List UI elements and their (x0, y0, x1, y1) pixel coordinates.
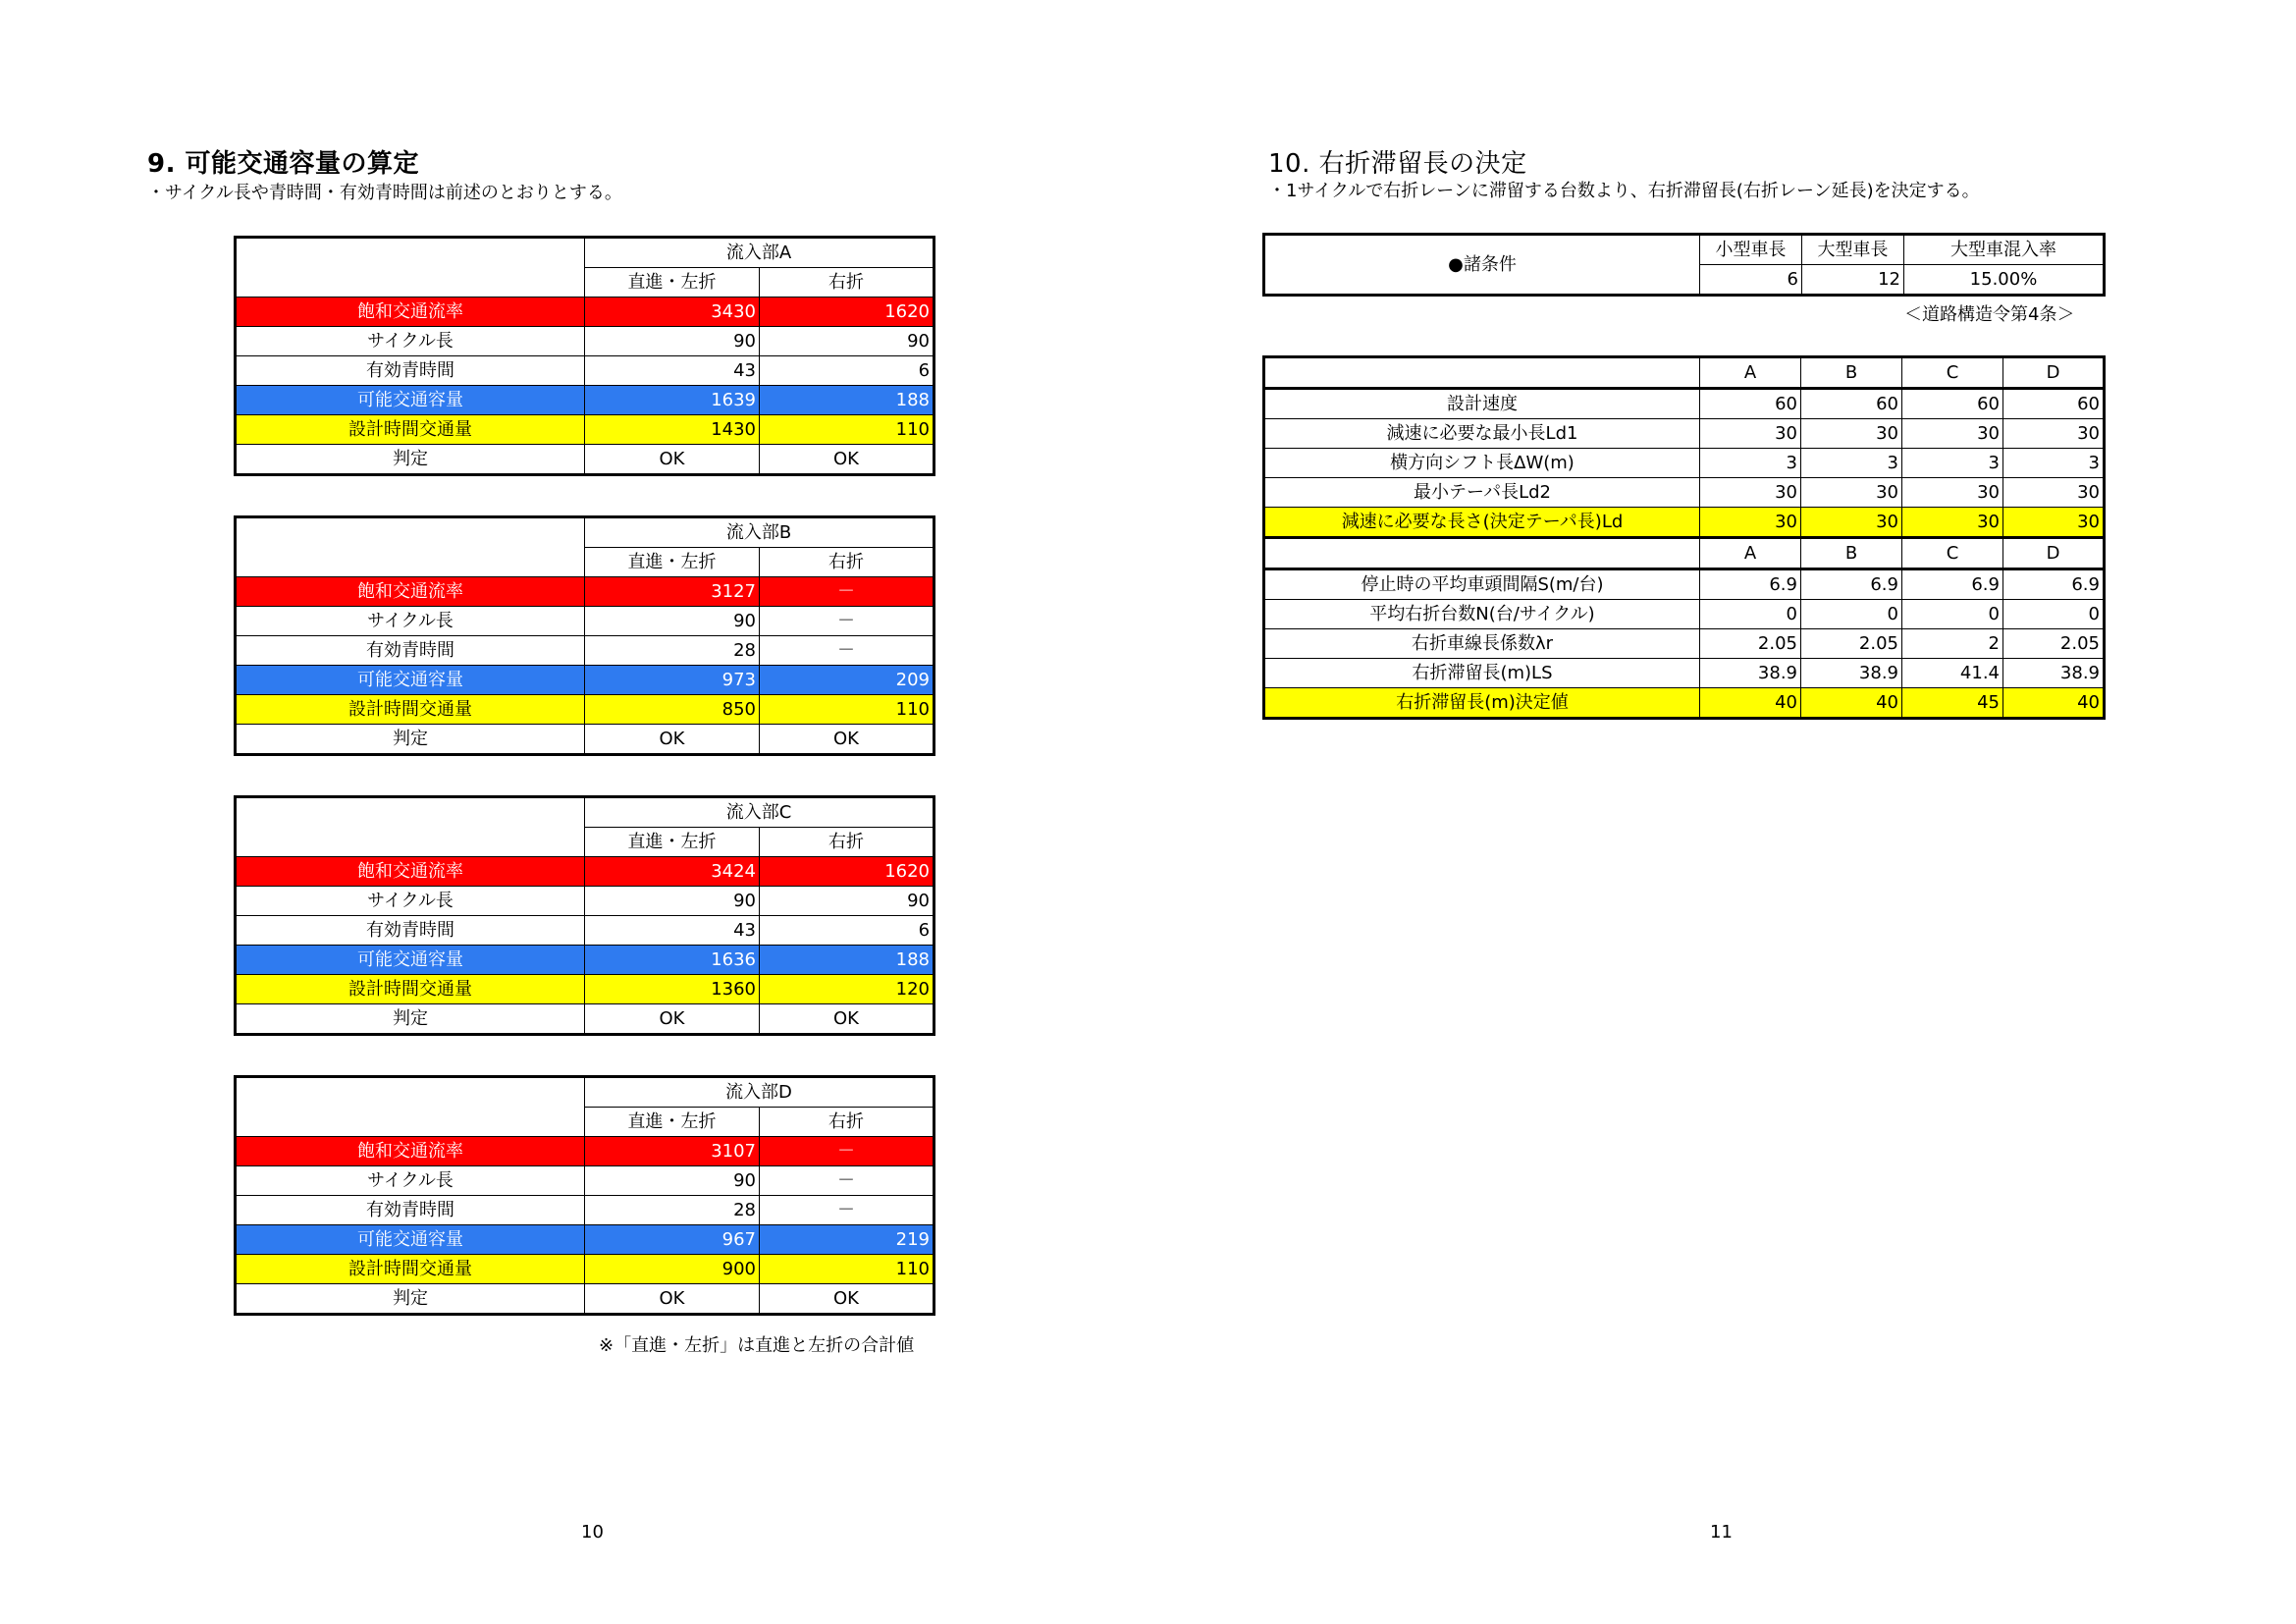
straight-value: OK (585, 1004, 760, 1035)
row-label: 判定 (236, 1004, 585, 1035)
row-label: サイクル長 (236, 327, 585, 356)
row-label: 判定 (236, 1284, 585, 1315)
value-b: 38.9 (1801, 659, 1902, 688)
column-header-row (1264, 357, 2105, 389)
value-b: 6.9 (1801, 569, 1902, 600)
straight-value: 1639 (585, 386, 760, 415)
section-9-subtext: ・サイクル長や青時間・有効青時間は前述のとおりとする。 (147, 183, 622, 203)
straight-value: 967 (585, 1225, 760, 1255)
row-label: サイクル長 (236, 607, 585, 636)
table-header-row (236, 238, 934, 268)
value-d: 30 (2003, 508, 2105, 538)
table-row (236, 577, 934, 607)
right-value: 209 (760, 666, 934, 695)
col-straight-header: 直進・左折 (585, 828, 760, 857)
row-label: 横方向シフト長ΔW(m) (1264, 449, 1700, 478)
page-number: 11 (1710, 1522, 1733, 1543)
straight-value: 90 (585, 1166, 760, 1196)
straight-value: OK (585, 725, 760, 755)
large-vehicle-ratio-header: 大型車混入率 (1904, 235, 2105, 265)
straight-value: 90 (585, 607, 760, 636)
right-value: 110 (760, 695, 934, 725)
straight-value: 43 (585, 356, 760, 386)
row-label: サイクル長 (236, 1166, 585, 1196)
col-d-header: D (2003, 538, 2105, 569)
value-b: 3 (1801, 449, 1902, 478)
conditions-table (1262, 233, 2106, 297)
flow-table-c (234, 795, 935, 1036)
row-label: 有効青時間 (236, 636, 585, 666)
table-row (236, 356, 934, 386)
value-d: 30 (2003, 419, 2105, 449)
straight-value: 3107 (585, 1137, 760, 1166)
value-c: 41.4 (1902, 659, 2003, 688)
right-turn-length-table (1262, 355, 2106, 720)
value-c: 0 (1902, 600, 2003, 629)
right-value: OK (760, 445, 934, 475)
row-label: 有効青時間 (236, 916, 585, 946)
table-row (1264, 419, 2105, 449)
value-c: 30 (1902, 478, 2003, 508)
row-label: 設計時間交通量 (236, 415, 585, 445)
table-row (1264, 688, 2105, 719)
table-row (1264, 508, 2105, 538)
value-d: 38.9 (2003, 659, 2105, 688)
value-a: 40 (1700, 688, 1801, 719)
row-label: 可能交通容量 (236, 386, 585, 415)
table-header-row (236, 1077, 934, 1108)
table-row (1264, 569, 2105, 600)
table-row (1264, 478, 2105, 508)
row-label: 設計時間交通量 (236, 695, 585, 725)
table-row (1264, 600, 2105, 629)
value-a: 60 (1700, 389, 1801, 419)
row-label: 停止時の平均車頭間隔S(m/台) (1264, 569, 1700, 600)
value-c: 30 (1902, 508, 2003, 538)
page-right (1148, 0, 2296, 1624)
value-b: 0 (1801, 600, 1902, 629)
table-row (236, 975, 934, 1004)
table-row (1264, 629, 2105, 659)
table-row (236, 386, 934, 415)
straight-value: 1430 (585, 415, 760, 445)
value-d: 0 (2003, 600, 2105, 629)
inflow-title: 流入部B (585, 517, 934, 548)
value-b: 30 (1801, 419, 1902, 449)
flow-table-d (234, 1075, 935, 1316)
row-label: 飽和交通流率 (236, 577, 585, 607)
straight-value: 900 (585, 1255, 760, 1284)
value-d: 40 (2003, 688, 2105, 719)
row-label: 右折車線長係数λr (1264, 629, 1700, 659)
conditions-header-row (1264, 235, 2105, 265)
table-row (236, 887, 934, 916)
col-a-header: A (1700, 538, 1801, 569)
row-label: 設計速度 (1264, 389, 1700, 419)
right-value: 6 (760, 356, 934, 386)
value-a: 2.05 (1700, 629, 1801, 659)
value-d: 3 (2003, 449, 2105, 478)
row-label: 飽和交通流率 (236, 1137, 585, 1166)
table-row (236, 1137, 934, 1166)
row-label: 飽和交通流率 (236, 298, 585, 327)
conditions-label: ●諸条件 (1264, 235, 1700, 296)
table-row (1264, 449, 2105, 478)
col-right-header: 右折 (760, 1108, 934, 1137)
table-row (236, 607, 934, 636)
right-value: － (760, 577, 934, 607)
table-row (236, 1284, 934, 1315)
row-label: 判定 (236, 725, 585, 755)
straight-value: 1636 (585, 946, 760, 975)
table-header-row (236, 797, 934, 828)
value-d: 2.05 (2003, 629, 2105, 659)
col-straight-header: 直進・左折 (585, 268, 760, 298)
large-vehicle-length-header: 大型車長 (1802, 235, 1904, 265)
right-value: 219 (760, 1225, 934, 1255)
header-blank-cell (1264, 357, 1700, 389)
footnote: ※「直進・左折」は直進と左折の合計値 (599, 1335, 915, 1356)
row-label: 有効青時間 (236, 1196, 585, 1225)
col-a-header: A (1700, 357, 1801, 389)
col-b-header: B (1801, 357, 1902, 389)
section-10-subtext: ・1サイクルで右折レーンに滞留する台数より、右折滞留長(右折レーン延長)を決定する。 (1268, 181, 1980, 201)
value-b: 2.05 (1801, 629, 1902, 659)
small-vehicle-length-value: 6 (1700, 265, 1802, 296)
col-d-header: D (2003, 357, 2105, 389)
table-row (236, 666, 934, 695)
col-right-header: 右折 (760, 548, 934, 577)
value-a: 3 (1700, 449, 1801, 478)
right-value: － (760, 1137, 934, 1166)
right-value: 188 (760, 946, 934, 975)
row-label: 平均右折台数N(台/サイクル) (1264, 600, 1700, 629)
value-a: 0 (1700, 600, 1801, 629)
straight-value: OK (585, 1284, 760, 1315)
right-value: 1620 (760, 857, 934, 887)
table-row (1264, 659, 2105, 688)
row-label: 有効青時間 (236, 356, 585, 386)
table-row (236, 636, 934, 666)
straight-value: 3127 (585, 577, 760, 607)
right-value: － (760, 1196, 934, 1225)
row-label: 減速に必要な長さ(決定テーパ長)Ld (1264, 508, 1700, 538)
table-row (236, 445, 934, 475)
row-label: 判定 (236, 445, 585, 475)
table-row (236, 415, 934, 445)
column-header-row-2 (1264, 538, 2105, 569)
value-b: 30 (1801, 478, 1902, 508)
value-a: 38.9 (1700, 659, 1801, 688)
section-9-heading: 9. 可能交通容量の算定 (147, 149, 420, 179)
value-b: 30 (1801, 508, 1902, 538)
table-header-row (236, 517, 934, 548)
value-b: 40 (1801, 688, 1902, 719)
table-row (236, 946, 934, 975)
right-value: OK (760, 1004, 934, 1035)
right-value: 1620 (760, 298, 934, 327)
right-value: 120 (760, 975, 934, 1004)
large-vehicle-ratio-value: 15.00% (1904, 265, 2105, 296)
conditions-source: ＜道路構造令第4条＞ (1904, 304, 2075, 325)
row-label: 右折滞留長(m)決定値 (1264, 688, 1700, 719)
straight-value: 90 (585, 887, 760, 916)
right-value: 6 (760, 916, 934, 946)
row-label: 飽和交通流率 (236, 857, 585, 887)
flow-table-a (234, 236, 935, 476)
value-c: 3 (1902, 449, 2003, 478)
flow-table-b (234, 515, 935, 756)
inflow-title: 流入部C (585, 797, 934, 828)
table-row (236, 298, 934, 327)
table-row (236, 695, 934, 725)
row-label: 可能交通容量 (236, 666, 585, 695)
value-d: 30 (2003, 478, 2105, 508)
value-a: 6.9 (1700, 569, 1801, 600)
value-d: 60 (2003, 389, 2105, 419)
value-a: 30 (1700, 478, 1801, 508)
table-row (236, 916, 934, 946)
right-value: － (760, 636, 934, 666)
table-row (236, 1255, 934, 1284)
row-label: 最小テーパ長Ld2 (1264, 478, 1700, 508)
right-value: 90 (760, 327, 934, 356)
row-label: 可能交通容量 (236, 946, 585, 975)
right-value: － (760, 607, 934, 636)
straight-value: 90 (585, 327, 760, 356)
header-blank-cell (236, 517, 585, 577)
section-10-heading: 10. 右折滞留長の決定 (1268, 149, 1527, 179)
small-vehicle-length-header: 小型車長 (1700, 235, 1802, 265)
col-c-header: C (1902, 357, 2003, 389)
row-label: 可能交通容量 (236, 1225, 585, 1255)
value-c: 2 (1902, 629, 2003, 659)
straight-value: 28 (585, 1196, 760, 1225)
row-label: 減速に必要な最小長Ld1 (1264, 419, 1700, 449)
col-right-header: 右折 (760, 268, 934, 298)
straight-value: 43 (585, 916, 760, 946)
col-right-header: 右折 (760, 828, 934, 857)
straight-value: 973 (585, 666, 760, 695)
page-number: 10 (581, 1522, 604, 1543)
row-label: 設計時間交通量 (236, 975, 585, 1004)
col-c-header: C (1902, 538, 2003, 569)
straight-value: 3424 (585, 857, 760, 887)
straight-value: 850 (585, 695, 760, 725)
table-row (236, 1166, 934, 1196)
value-b: 60 (1801, 389, 1902, 419)
value-d: 6.9 (2003, 569, 2105, 600)
straight-value: 1360 (585, 975, 760, 1004)
header-blank-cell (236, 797, 585, 857)
value-c: 6.9 (1902, 569, 2003, 600)
table-row (236, 327, 934, 356)
value-c: 45 (1902, 688, 2003, 719)
value-c: 30 (1902, 419, 2003, 449)
header-blank-cell (236, 238, 585, 298)
straight-value: 3430 (585, 298, 760, 327)
col-b-header: B (1801, 538, 1902, 569)
large-vehicle-length-value: 12 (1802, 265, 1904, 296)
right-value: 110 (760, 415, 934, 445)
value-a: 30 (1700, 508, 1801, 538)
table-row (236, 1225, 934, 1255)
row-label: サイクル長 (236, 887, 585, 916)
inflow-title: 流入部D (585, 1077, 934, 1108)
straight-value: 28 (585, 636, 760, 666)
right-value: 90 (760, 887, 934, 916)
straight-value: OK (585, 445, 760, 475)
table-row (236, 725, 934, 755)
col-straight-header: 直進・左折 (585, 1108, 760, 1137)
col-straight-header: 直進・左折 (585, 548, 760, 577)
right-value: OK (760, 725, 934, 755)
header-blank-cell (236, 1077, 585, 1137)
inflow-title: 流入部A (585, 238, 934, 268)
right-value: － (760, 1166, 934, 1196)
row-label: 設計時間交通量 (236, 1255, 585, 1284)
table-row (236, 857, 934, 887)
right-value: OK (760, 1284, 934, 1315)
table-row (236, 1004, 934, 1035)
table-row (236, 1196, 934, 1225)
value-c: 60 (1902, 389, 2003, 419)
right-value: 110 (760, 1255, 934, 1284)
right-value: 188 (760, 386, 934, 415)
value-a: 30 (1700, 419, 1801, 449)
header-blank-cell (1264, 538, 1700, 569)
row-label: 右折滞留長(m)LS (1264, 659, 1700, 688)
table-row (1264, 389, 2105, 419)
